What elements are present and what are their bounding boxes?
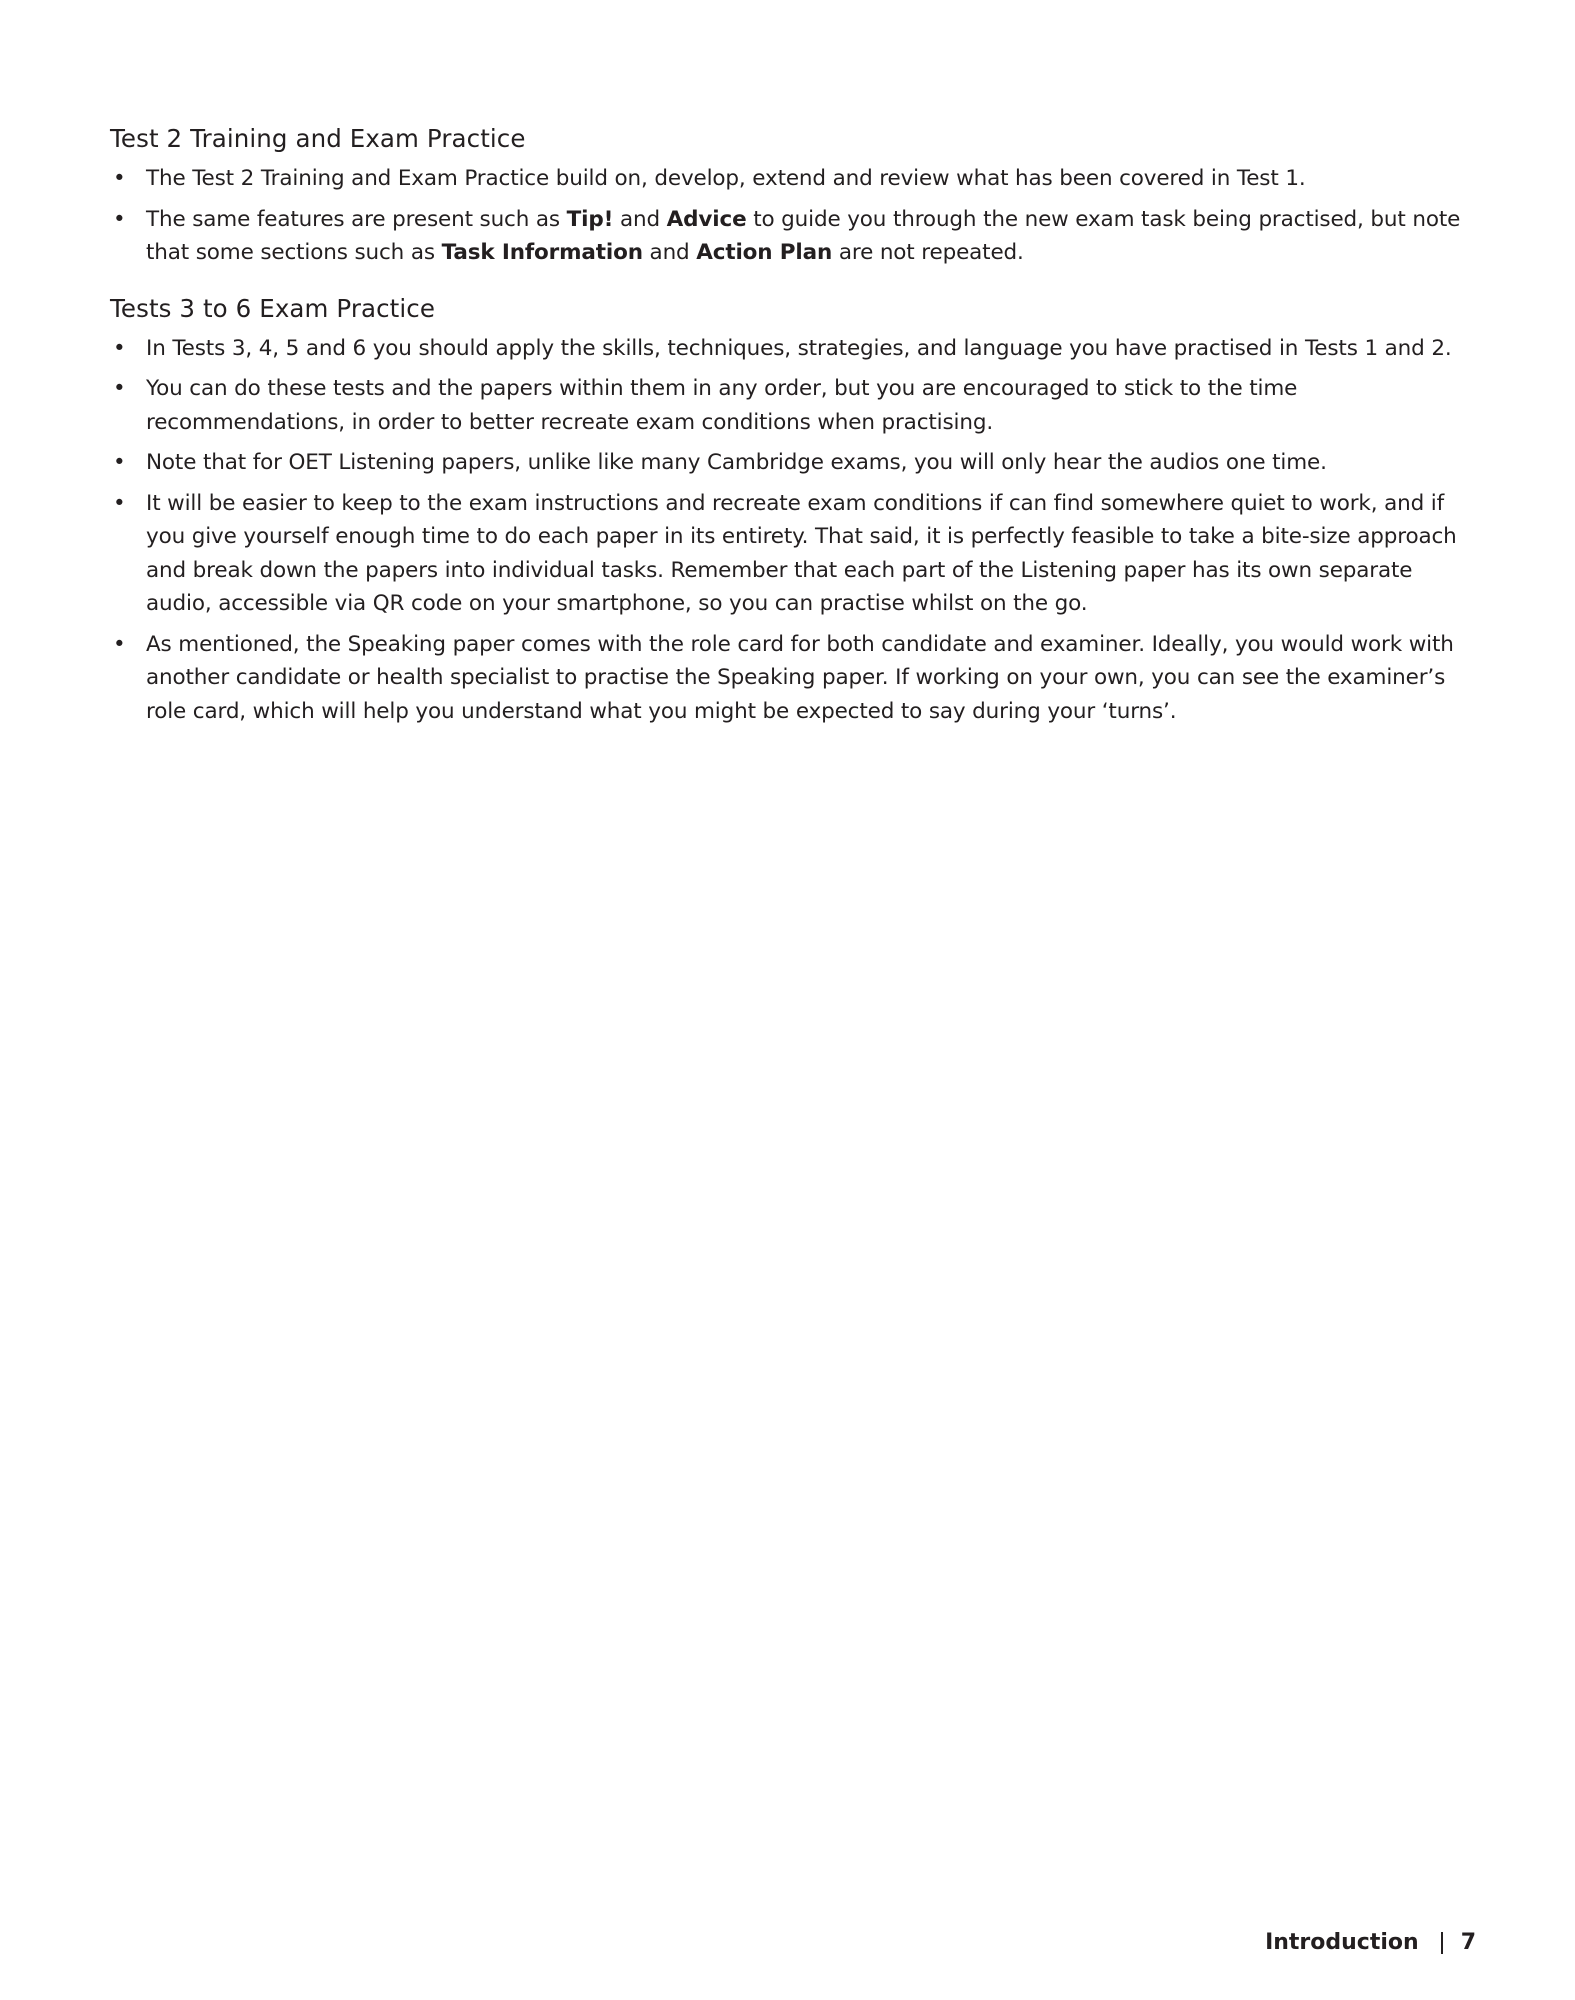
section-test-2 (110, 122, 1480, 270)
bullet-text: to guide you through the new exam task being practised, but note that some sections such as (146, 206, 1461, 265)
bullet-icon: • (113, 206, 126, 232)
bullet-text: In Tests 3, 4, 5 and 6 you should apply the skills, techniques, strategies, and language you have practised in Tests 1 and 2. (146, 335, 1452, 361)
section-heading: Test 2 Training and Exam Practice (110, 124, 526, 153)
footer-section-name: Introduction (1265, 1930, 1419, 1955)
section-tests-3-to-6 (110, 292, 1480, 729)
bullet-list (110, 332, 1480, 729)
section-heading: Tests 3 to 6 Exam Practice (110, 293, 436, 323)
bullet-text: The Test 2 Training and Exam Practice build on, develop, extend and review what has been covered in Test 1. (146, 166, 1306, 191)
bullet-icon: • (113, 166, 126, 191)
bullet-icon: • (113, 631, 126, 657)
bullet-text: Note that for OET Listening papers, unlike like many Cambridge exams, you will only hear the audios one time. (146, 450, 1327, 475)
bullet-icon: • (113, 490, 126, 516)
bullet-icon: • (113, 450, 126, 475)
bullet-text: You can do these tests and the papers within them in any order, but you are encouraged to stick to the time recommendations, in order to better recreate exam conditions when practising. (146, 376, 1298, 435)
bullet-text: The same features are present such as (146, 206, 567, 232)
bold-term: Tip! (566, 206, 614, 232)
page-number: 7 (1460, 1930, 1476, 1955)
footer-divider (1441, 1932, 1443, 1954)
bullet-icon: • (113, 335, 126, 361)
bullet-text: and (613, 206, 667, 232)
page-content (110, 122, 1480, 750)
bullet-item (110, 487, 1480, 621)
bullet-text: and (642, 240, 697, 265)
bullet-item (110, 332, 1480, 366)
bold-term: Action Plan (696, 240, 833, 265)
bullet-item (110, 628, 1480, 729)
bullet-item (110, 162, 1480, 196)
bold-term: Advice (666, 206, 747, 232)
bullet-text: are not repeated. (832, 240, 1024, 265)
bullet-item (110, 372, 1480, 439)
bold-term: Task Information (441, 240, 643, 265)
bullet-text: As mentioned, the Speaking paper comes with the role card for both candidate and examiner. Ideally, you would work with another candidate or health specialist to practise the Speaking paper. If working on your own, you can see the examiner’s role card, which will help you understand what you might be expected to say during your ‘turns’. (146, 631, 1454, 724)
page-footer (1265, 1930, 1476, 1955)
bullet-text: It will be easier to keep to the exam instructions and recreate exam conditions if can find somewhere quiet to work, and if you give yourself enough time to do each paper in its entirety. That said, it is perfectly feasible to take a bite-size approach and break down the papers into individual tasks. Remember that each part of the Listening paper has its own separate audio, accessible via QR code on your smartphone, so you can practise whilst on the go. (146, 490, 1457, 616)
bullet-item (110, 203, 1480, 270)
bullet-list (110, 162, 1480, 270)
bullet-icon: • (113, 376, 126, 401)
bullet-item (110, 446, 1480, 480)
